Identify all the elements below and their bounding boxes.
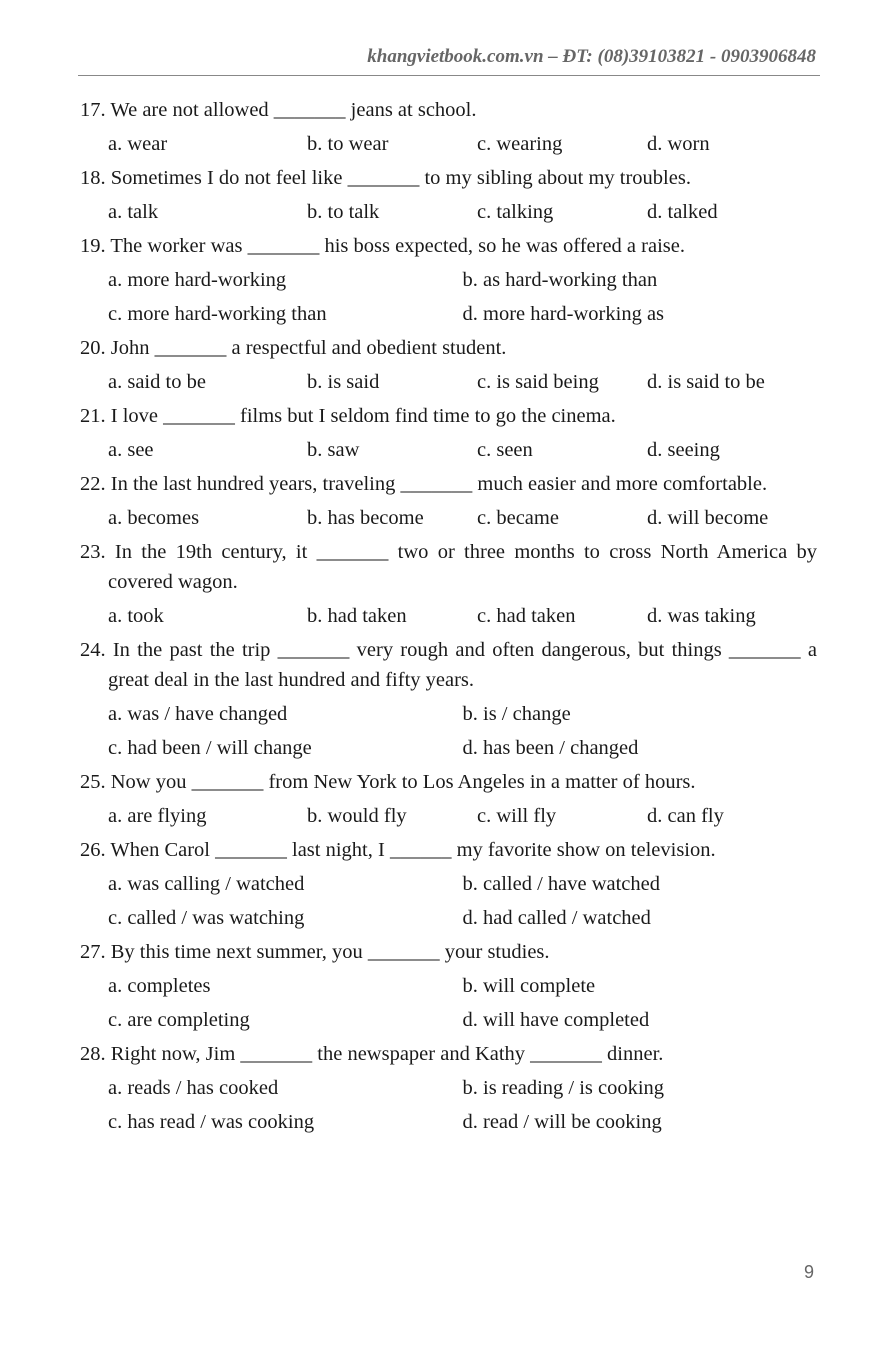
answer-option: c. had taken [477, 605, 576, 627]
answer-option: a. more hard-working [108, 269, 287, 291]
question [80, 163, 817, 193]
answer-option: b. to wear [307, 133, 389, 155]
options-row [80, 903, 817, 933]
options-row [80, 1107, 817, 1137]
options-row [80, 733, 817, 763]
question-number: 21. [80, 405, 106, 427]
answer-option: d. more hard-working as [462, 303, 665, 325]
answer-option: b. would fly [307, 805, 407, 827]
answer-option: c. seen [477, 439, 533, 461]
options-row [80, 869, 817, 899]
question-number: 28. [80, 1043, 106, 1065]
answer-option: d. worn [647, 133, 710, 155]
question-text: When Carol _______ last night, I ______ my favorite show on television. [110, 839, 716, 861]
options-row [80, 699, 817, 729]
answer-option: a. took [108, 605, 164, 627]
answer-option: b. to talk [307, 201, 380, 223]
answer-option: d. read / will be cooking [462, 1111, 662, 1133]
question-text: John _______ a respectful and obedient student. [110, 337, 507, 359]
options-row [80, 1005, 817, 1035]
question-text: Now you _______ from New York to Los Angeles in a matter of hours. [110, 771, 696, 793]
question [80, 767, 817, 797]
answer-option: c. became [477, 507, 559, 529]
answer-option: c. had been / will change [108, 737, 312, 759]
question-number: 18. [80, 167, 106, 189]
options-row [80, 197, 817, 227]
options-row [80, 1073, 817, 1103]
question-number: 20. [80, 337, 106, 359]
question [80, 231, 817, 261]
question-number: 26. [80, 839, 106, 861]
page-header: khangvietbook.com.vn – ĐT: (08)39103821 - 0903906848 [367, 46, 816, 67]
answer-option: c. has read / was cooking [108, 1111, 315, 1133]
question-text: In the past the trip _______ very rough and often dangerous, but things _______ a great deal in the last hundred and fifty years. [108, 639, 818, 691]
question-number: 27. [80, 941, 106, 963]
question [80, 95, 817, 125]
answer-option: b. is reading / is cooking [462, 1077, 665, 1099]
options-row [80, 435, 817, 465]
answer-option: b. as hard-working than [462, 269, 658, 291]
answer-option: d. will become [647, 507, 769, 529]
answer-option: a. was calling / watched [108, 873, 305, 895]
answer-option: a. are flying [108, 805, 207, 827]
options-row [80, 801, 817, 831]
answer-option: c. is said being [477, 371, 599, 393]
question-number: 19. [80, 235, 106, 257]
options-row [80, 299, 817, 329]
question [80, 401, 817, 431]
question [80, 635, 817, 695]
answer-option: a. talk [108, 201, 159, 223]
options-row [80, 971, 817, 1001]
page-number: 9 [804, 1262, 815, 1282]
question-text: In the 19th century, it _______ two or three months to cross North America by covered wagon. [108, 541, 817, 593]
answer-option: c. will fly [477, 805, 557, 827]
answer-option: b. is / change [462, 703, 571, 725]
answer-option: b. saw [307, 439, 360, 461]
answer-option: d. talked [647, 201, 718, 223]
question-number: 23. [80, 541, 106, 563]
answer-option: b. had taken [307, 605, 407, 627]
question [80, 537, 817, 597]
answer-option: d. seeing [647, 439, 720, 461]
answer-option: c. more hard-working than [108, 303, 327, 325]
answer-option: d. has been / changed [462, 737, 639, 759]
question [80, 937, 817, 967]
answer-option: a. said to be [108, 371, 206, 393]
question [80, 469, 817, 499]
answer-option: a. wear [108, 133, 168, 155]
answer-option: d. had called / watched [462, 907, 651, 929]
question-list [80, 95, 817, 1141]
options-row [80, 265, 817, 295]
answer-option: c. wearing [477, 133, 563, 155]
question-number: 25. [80, 771, 106, 793]
question-text: We are not allowed _______ jeans at school. [110, 99, 477, 121]
answer-option: b. called / have watched [462, 873, 661, 895]
options-row [80, 367, 817, 397]
question-text: Right now, Jim _______ the newspaper and Kathy _______ dinner. [110, 1043, 664, 1065]
answer-option: a. see [108, 439, 154, 461]
answer-option: d. can fly [647, 805, 724, 827]
answer-option: a. completes [108, 975, 211, 997]
options-row [80, 601, 817, 631]
question-text: I love _______ films but I seldom find time to go the cinema. [110, 405, 616, 427]
question-number: 22. [80, 473, 106, 495]
answer-option: a. becomes [108, 507, 200, 529]
question-number: 17. [80, 99, 106, 121]
options-row [80, 129, 817, 159]
question-text: In the last hundred years, traveling _______ much easier and more comfortable. [110, 473, 768, 495]
answer-option: d. will have completed [462, 1009, 650, 1031]
answer-option: c. talking [477, 201, 554, 223]
answer-option: b. is said [307, 371, 380, 393]
answer-option: b. has become [307, 507, 424, 529]
answer-option: b. will complete [462, 975, 596, 997]
question [80, 333, 817, 363]
answer-option: c. are completing [108, 1009, 250, 1031]
question [80, 1039, 817, 1069]
options-row [80, 503, 817, 533]
answer-option: d. was taking [647, 605, 756, 627]
question [80, 835, 817, 865]
question-number: 24. [80, 639, 106, 661]
question-text: Sometimes I do not feel like _______ to my sibling about my troubles. [110, 167, 691, 189]
answer-option: a. reads / has cooked [108, 1077, 279, 1099]
answer-option: a. was / have changed [108, 703, 288, 725]
question-text: By this time next summer, you _______ your studies. [110, 941, 550, 963]
answer-option: d. is said to be [647, 371, 765, 393]
question-text: The worker was _______ his boss expected, so he was offered a raise. [110, 235, 685, 257]
header-divider [78, 75, 820, 76]
answer-option: c. called / was watching [108, 907, 305, 929]
